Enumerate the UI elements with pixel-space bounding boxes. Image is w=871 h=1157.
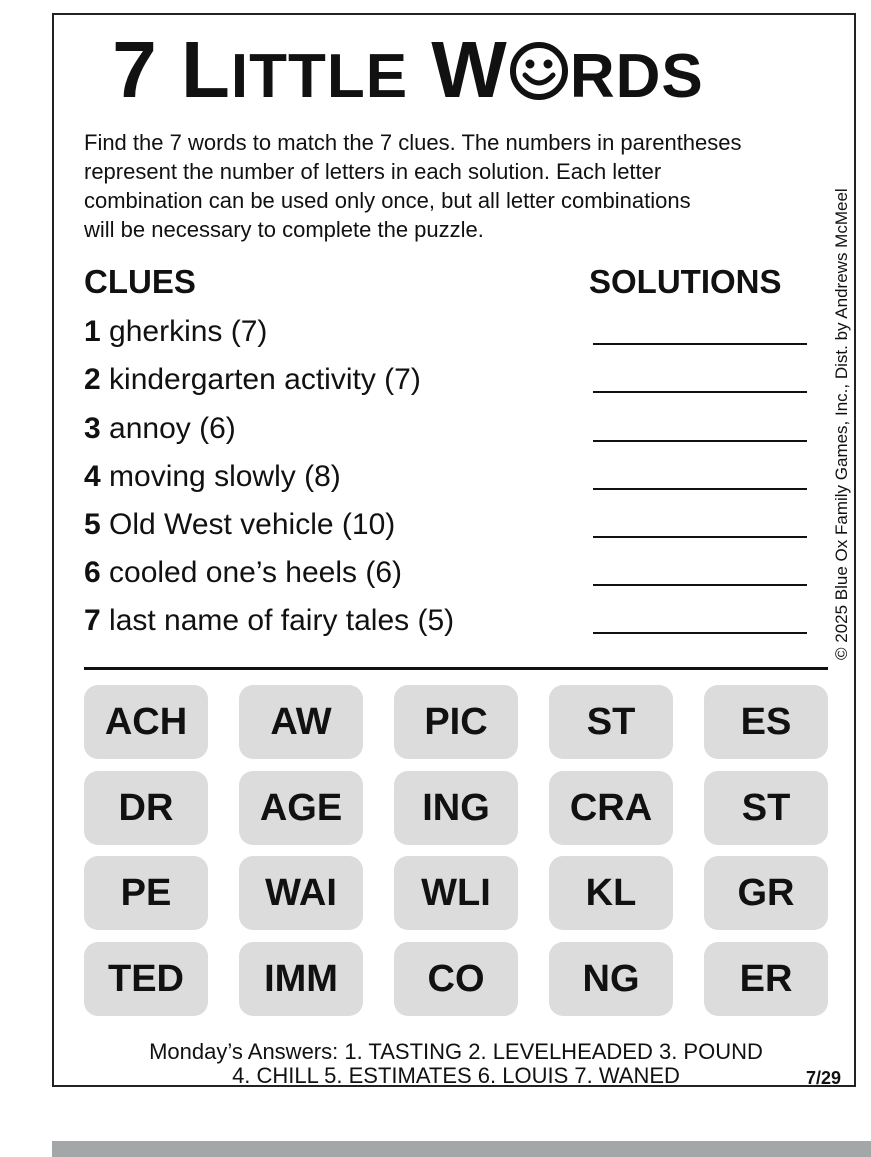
clue-row-7 [84,603,814,647]
letter-tile[interactable]: ST [704,771,828,845]
instructions-text: Find the 7 words to match the 7 clues. The numbers in parentheses represent the number of letters in each solution. Each letter combination can be used only once, but all letter combinations will be necessary to complete the puzzle. [84,130,742,242]
letter-tile[interactable]: WAI [239,856,363,930]
clues-heading: CLUES [84,263,196,300]
title-part-3: W [408,25,508,114]
clue-text: annoy (6) [100,412,236,445]
clue-text: Old West vehicle (10) [100,508,396,541]
title-part-4: RDS [569,42,704,111]
clue-number: 4 [84,460,101,493]
smiley-face-icon [509,37,569,97]
letter-tile[interactable]: TED [84,942,208,1016]
copyright-notice: © 2025 Blue Ox Family Games, Inc., Dist. by Andrews McMeel [832,188,851,660]
title-part-2: ITTLE [230,42,409,111]
clue-row-1 [84,314,814,358]
letter-tile[interactable]: ST [549,685,673,759]
clue-text: cooled one’s heels (6) [100,556,402,589]
clue-number: 2 [84,363,101,396]
clue-number: 3 [84,412,101,445]
clue-row-6 [84,555,814,599]
clue-number: 5 [84,508,101,541]
title-part-1: 7 L [112,25,231,114]
solutions-heading: SOLUTIONS [589,263,782,300]
solution-blank-6[interactable] [593,584,807,586]
letter-tile[interactable]: ACH [84,685,208,759]
previous-answers [84,1040,828,1088]
clue-row-5 [84,507,814,551]
divider-line [84,667,828,670]
clue-text: moving slowly (8) [100,460,341,493]
clue-number: 7 [84,604,101,637]
letter-tile[interactable]: AGE [239,771,363,845]
answers-line-1: Monday’s Answers: 1. TASTING 2. LEVELHEADED 3. POUND [149,1039,763,1064]
bottom-bar [52,1141,871,1157]
clue-row-3 [84,411,814,455]
clue-number: 6 [84,556,101,589]
letter-tile[interactable]: CO [394,942,518,1016]
letter-tile[interactable]: PIC [394,685,518,759]
puzzle-title [0,25,816,117]
letter-tile[interactable]: GR [704,856,828,930]
letter-tile[interactable]: CRA [549,771,673,845]
clue-number: 1 [84,315,101,348]
solution-blank-2[interactable] [593,391,807,393]
puzzle-date: 7/29 [806,1068,842,1088]
letter-tile[interactable]: IMM [239,942,363,1016]
clue-text: last name of fairy tales (5) [100,604,455,637]
letter-tile[interactable]: PE [84,856,208,930]
solution-blank-3[interactable] [593,440,807,442]
solution-blank-1[interactable] [593,343,807,345]
solution-blank-7[interactable] [593,632,807,634]
answers-line-2: 4. CHILL 5. ESTIMATES 6. LOUIS 7. WANED [232,1063,680,1088]
clue-text: gherkins (7) [100,315,268,348]
letter-tile[interactable]: DR [84,771,208,845]
letter-tile[interactable]: WLI [394,856,518,930]
solution-blank-4[interactable] [593,488,807,490]
clue-row-4 [84,459,814,503]
solution-blank-5[interactable] [593,536,807,538]
clue-row-2 [84,362,814,406]
clue-text: kindergarten activity (7) [100,363,421,396]
letter-tile[interactable]: KL [549,856,673,930]
letter-tile[interactable]: ER [704,942,828,1016]
letter-tile[interactable]: AW [239,685,363,759]
letter-tile[interactable]: NG [549,942,673,1016]
letter-tile[interactable]: ES [704,685,828,759]
letter-tile[interactable]: ING [394,771,518,845]
